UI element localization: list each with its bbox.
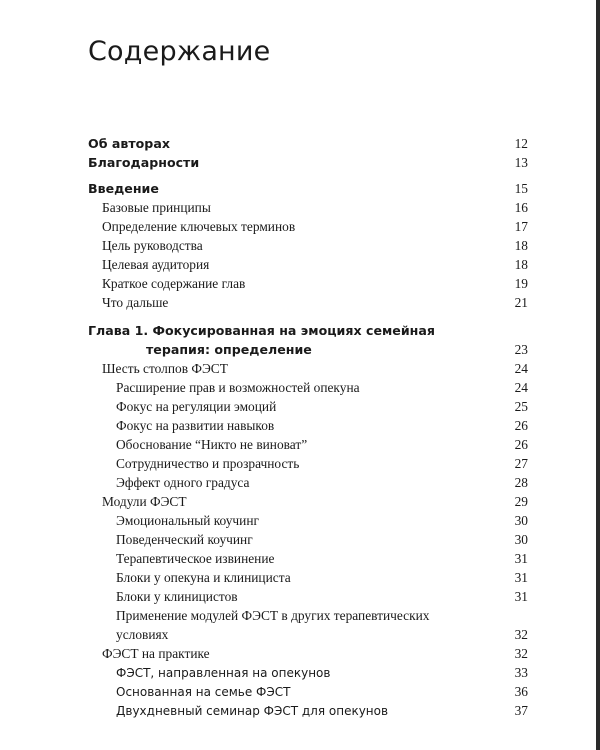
- toc-entry-label: Поведенческий коучинг: [116, 532, 253, 547]
- toc-entry-label: Об авторах: [88, 136, 170, 151]
- page-edge-shadow: [596, 0, 600, 750]
- toc-page-number: 23: [514, 342, 528, 357]
- toc-page-number: 30: [514, 513, 528, 528]
- toc-subentry[interactable]: [88, 435, 528, 454]
- toc-entry-label: Определение ключевых терминов: [102, 219, 296, 234]
- toc-page-number: 37: [514, 703, 528, 718]
- toc-entry-label: Введение: [88, 181, 159, 196]
- toc-page-number: 18: [514, 257, 528, 272]
- toc-page-number: 18: [514, 238, 528, 253]
- toc-page-number: 12: [514, 136, 528, 151]
- toc-page-number: 24: [514, 380, 528, 395]
- toc-page-number: 31: [514, 589, 528, 604]
- toc-entry-introduction[interactable]: [88, 179, 528, 198]
- toc-page-number: 27: [514, 456, 528, 471]
- toc-entry-label: Фокус на развитии навыков: [116, 418, 275, 433]
- toc-subentry[interactable]: [88, 274, 528, 293]
- toc-entry-label: Благодарности: [88, 155, 200, 170]
- toc-entry-label: Целевая аудитория: [102, 257, 210, 272]
- toc-subentry[interactable]: [88, 397, 528, 416]
- toc-entry-label: Эффект одного градуса: [116, 475, 250, 490]
- page-title: Содержание: [88, 36, 271, 67]
- toc-subentry[interactable]: [88, 454, 528, 473]
- toc-page-number: 21: [514, 295, 528, 310]
- toc-entry-label: Краткое содержание глав: [102, 276, 246, 291]
- toc-subentry[interactable]: [88, 293, 528, 312]
- toc-subentry[interactable]: [88, 587, 528, 606]
- toc-entry-label: Модули ФЭСТ: [102, 494, 187, 509]
- toc-section-modules[interactable]: [88, 492, 528, 511]
- toc-page-number: 32: [514, 627, 528, 642]
- toc-subentry[interactable]: [88, 473, 528, 492]
- toc-entry-label: Цель руководства: [102, 238, 203, 253]
- toc-entry-chapter-1[interactable]: [88, 321, 528, 359]
- toc-entry-authors[interactable]: [88, 134, 528, 153]
- toc-page-number: 36: [514, 684, 528, 699]
- toc-page-number: 19: [514, 276, 528, 291]
- toc-page-number: 25: [514, 399, 528, 414]
- toc-subentry[interactable]: [88, 378, 528, 397]
- toc-subentry[interactable]: [88, 549, 528, 568]
- toc-subentry[interactable]: [88, 682, 528, 701]
- toc-subentry[interactable]: [88, 701, 528, 720]
- chapter-title-line-2: терапия: определение: [146, 342, 312, 357]
- toc-entry-label: Шесть столпов ФЭСТ: [102, 361, 228, 376]
- toc-entry-acknowledgements[interactable]: [88, 153, 528, 172]
- toc-page-number: 28: [514, 475, 528, 490]
- toc-page-number: 26: [514, 418, 528, 433]
- toc-page-number: 26: [514, 437, 528, 452]
- toc-subentry-wrapped[interactable]: [88, 606, 528, 644]
- toc-subentry[interactable]: [88, 255, 528, 274]
- toc-page-number: 15: [514, 181, 528, 196]
- toc-section-pillars[interactable]: [88, 359, 528, 378]
- toc-subentry[interactable]: [88, 511, 528, 530]
- toc-page-number: 13: [514, 155, 528, 170]
- table-of-contents: [88, 134, 528, 720]
- chapter-title-line-1: Глава 1. Фокусированная на эмоциях семейная: [88, 323, 435, 338]
- toc-entry-label: Обоснование “Никто не виноват”: [116, 437, 308, 452]
- toc-subentry[interactable]: [88, 236, 528, 255]
- toc-entry-label: Фокус на регуляции эмоций: [116, 399, 277, 414]
- toc-subentry[interactable]: [88, 416, 528, 435]
- toc-entry-label: [88, 606, 476, 644]
- toc-entry-label: Основанная на семье ФЭСТ: [116, 685, 291, 699]
- toc-entry-label: ФЭСТ на практике: [102, 646, 210, 661]
- toc-page-number: 16: [514, 200, 528, 215]
- toc-entry-label: Терапевтическое извинение: [116, 551, 275, 566]
- toc-entry-label: Что дальше: [102, 295, 169, 310]
- toc-page-number: 32: [514, 646, 528, 661]
- toc-subentry[interactable]: [88, 198, 528, 217]
- toc-entry-label: Базовые принципы: [102, 200, 211, 215]
- toc-page-number: 24: [514, 361, 528, 376]
- wrapped-line-2: условиях: [116, 627, 169, 642]
- toc-entry-label: Сотрудничество и прозрачность: [116, 456, 300, 471]
- toc-page-number: 29: [514, 494, 528, 509]
- toc-section-practice[interactable]: [88, 644, 528, 663]
- toc-subentry[interactable]: [88, 568, 528, 587]
- toc-subentry[interactable]: [88, 217, 528, 236]
- toc-entry-label: Двухдневный семинар ФЭСТ для опекунов: [116, 704, 389, 718]
- toc-subentry[interactable]: [88, 530, 528, 549]
- toc-entry-label: Блоки у клиницистов: [116, 589, 238, 604]
- toc-page-number: 31: [514, 570, 528, 585]
- toc-entry-label: Эмоциональный коучинг: [116, 513, 259, 528]
- toc-page-number: 31: [514, 551, 528, 566]
- toc-page-number: 33: [514, 665, 528, 680]
- toc-page-number: 17: [514, 219, 528, 234]
- toc-page-number: 30: [514, 532, 528, 547]
- toc-entry-label: Блоки у опекуна и клинициста: [116, 570, 291, 585]
- wrapped-line-1: Применение модулей ФЭСТ в других терапевтических: [116, 608, 430, 623]
- toc-entry-label: Расширение прав и возможностей опекуна: [116, 380, 360, 395]
- toc-subentry[interactable]: [88, 663, 528, 682]
- toc-entry-label: ФЭСТ, направленная на опекунов: [116, 666, 331, 680]
